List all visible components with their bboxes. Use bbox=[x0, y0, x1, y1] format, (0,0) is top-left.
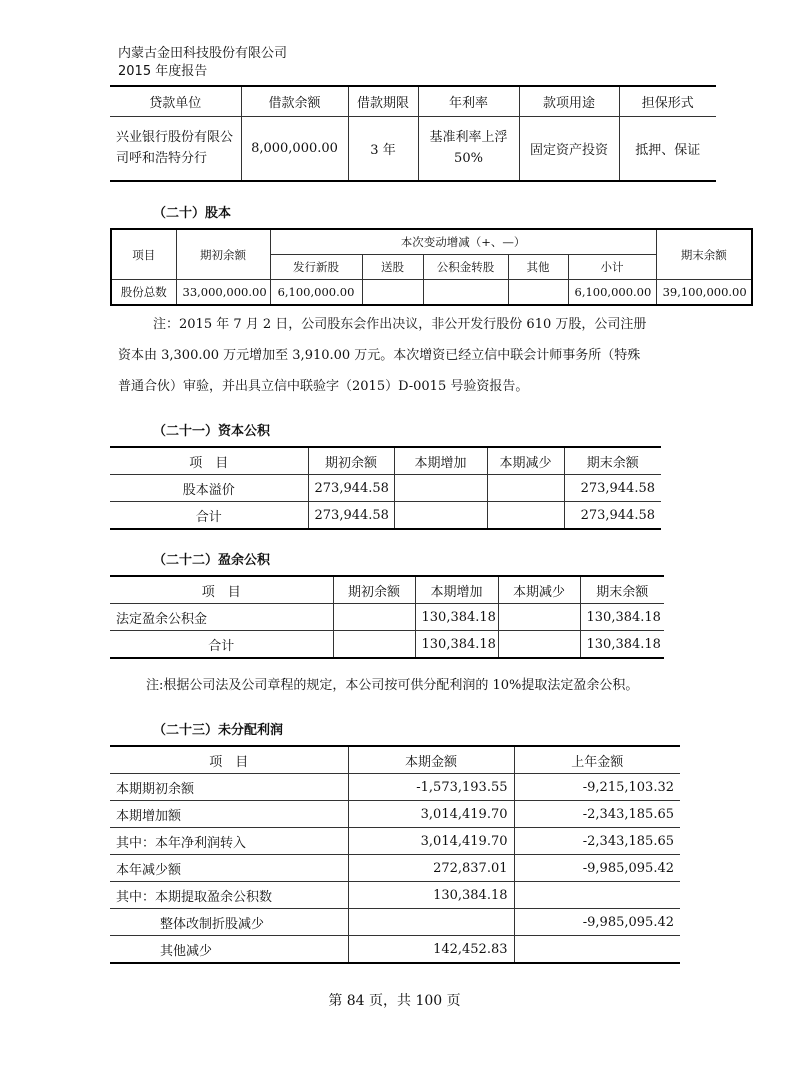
table-row bbox=[110, 828, 680, 855]
table-cell bbox=[423, 280, 508, 306]
report-title: 2015 年度报告 bbox=[118, 64, 208, 79]
rate-cell: 基准利率上浮 50% bbox=[418, 117, 519, 181]
table-cell: -9,985,095.42 bbox=[514, 909, 680, 936]
note-line: 注：2015 年 7 月 2 日，公司股东会作出决议，非公开发行股份 610 万股，公司注册 bbox=[153, 317, 647, 332]
lender-cell: 兴业银行股份有限公司呼和浩特分行 bbox=[110, 117, 241, 181]
table-cell: 130,384.18 bbox=[415, 631, 498, 659]
table-row bbox=[110, 631, 664, 659]
table-cell bbox=[394, 475, 487, 502]
table-row bbox=[110, 936, 680, 964]
header-cell: 本期减少 bbox=[487, 447, 564, 475]
capital-reserve-table bbox=[110, 446, 661, 530]
table-cell: 273,944.58 bbox=[308, 502, 394, 530]
table-cell: 股份总数 bbox=[111, 280, 176, 306]
table-cell bbox=[514, 882, 680, 909]
table-cell: 合计 bbox=[110, 502, 308, 530]
table-row bbox=[110, 855, 680, 882]
table-cell bbox=[508, 280, 568, 306]
table-cell: 130,384.18 bbox=[348, 882, 514, 909]
table-cell: -1,573,193.55 bbox=[348, 774, 514, 801]
table-header-row bbox=[110, 576, 664, 604]
table-cell bbox=[394, 502, 487, 530]
header-cell: 公积金转股 bbox=[423, 255, 508, 280]
section-title: （二十）股本 bbox=[153, 206, 232, 221]
header-cell: 发行新股 bbox=[270, 255, 362, 280]
table-cell: 本期期初余额 bbox=[110, 774, 348, 801]
table-cell: 273,944.58 bbox=[564, 502, 661, 530]
table-cell: 其他减少 bbox=[110, 936, 348, 964]
purpose-cell: 固定资产投资 bbox=[519, 117, 619, 181]
note-line: 资本由 3,300.00 万元增加至 3,910.00 万元。本次增资已经立信中联会计师事务所（特殊 bbox=[118, 348, 641, 363]
company-name: 内蒙古金田科技股份有限公司 bbox=[118, 46, 288, 61]
header-cell: 期初余额 bbox=[308, 447, 394, 475]
table-cell: 273,944.58 bbox=[308, 475, 394, 502]
table-cell: 合计 bbox=[110, 631, 333, 659]
header-cell: 期初余额 bbox=[333, 576, 415, 604]
table-cell: 33,000,000.00 bbox=[176, 280, 270, 306]
table-cell: 272,837.01 bbox=[348, 855, 514, 882]
table-row bbox=[111, 280, 752, 306]
header-cell: 项目 bbox=[111, 229, 176, 280]
header-cell: 送股 bbox=[362, 255, 423, 280]
page-number: 第 84 页，共 100 页 bbox=[328, 993, 461, 1009]
header-cell: 其他 bbox=[508, 255, 568, 280]
table-row bbox=[110, 801, 680, 828]
table-row bbox=[110, 882, 680, 909]
header-cell: 项 目 bbox=[110, 576, 333, 604]
table-row bbox=[110, 909, 680, 936]
section-title: （二十二）盈余公积 bbox=[153, 553, 271, 568]
header-cell: 本期金额 bbox=[348, 746, 514, 774]
guarantee-cell: 抵押、保证 bbox=[619, 117, 716, 181]
note-line: 注:根据公司法及公司章程的规定，本公司按可供分配利润的 10%提取法定盈余公积。 bbox=[146, 678, 639, 693]
table-cell bbox=[498, 631, 580, 659]
table-row bbox=[110, 604, 664, 631]
table-cell: 130,384.18 bbox=[580, 604, 664, 631]
header-cell: 借款余额 bbox=[241, 86, 348, 117]
table-cell: 3,014,419.70 bbox=[348, 801, 514, 828]
header-cell: 期末余额 bbox=[656, 229, 752, 280]
amount-cell: 8,000,000.00 bbox=[241, 117, 348, 181]
table-cell: 130,384.18 bbox=[580, 631, 664, 659]
note-line: 普通合伙）审验，并出具立信中联验字（2015）D-0015 号验资报告。 bbox=[118, 379, 529, 394]
header-cell: 年利率 bbox=[418, 86, 519, 117]
retained-earnings-table bbox=[110, 745, 680, 964]
table-cell bbox=[348, 909, 514, 936]
table-row bbox=[110, 774, 680, 801]
header-cell: 小计 bbox=[568, 255, 656, 280]
table-header-row bbox=[111, 229, 752, 255]
table-cell: 本期增加额 bbox=[110, 801, 348, 828]
table-cell: 273,944.58 bbox=[564, 475, 661, 502]
table-row bbox=[110, 475, 661, 502]
table-cell: 6,100,000.00 bbox=[568, 280, 656, 306]
header-cell: 借款期限 bbox=[348, 86, 418, 117]
header-cell: 本次变动增减（+、—） bbox=[270, 229, 656, 255]
header-cell: 本期增加 bbox=[394, 447, 487, 475]
header-cell: 上年金额 bbox=[514, 746, 680, 774]
table-cell: 130,384.18 bbox=[415, 604, 498, 631]
table-cell: 股本溢价 bbox=[110, 475, 308, 502]
table-cell: 法定盈余公积金 bbox=[110, 604, 333, 631]
header-cell: 期末余额 bbox=[564, 447, 661, 475]
table-cell: 6,100,000.00 bbox=[270, 280, 362, 306]
table-header-row bbox=[110, 746, 680, 774]
table-cell: 39,100,000.00 bbox=[656, 280, 752, 306]
table-cell: 其中：本年净利润转入 bbox=[110, 828, 348, 855]
table-row bbox=[110, 502, 661, 530]
table-cell bbox=[333, 604, 415, 631]
table-cell bbox=[362, 280, 423, 306]
table-cell: 整体改制折股减少 bbox=[110, 909, 348, 936]
table-cell: -9,215,103.32 bbox=[514, 774, 680, 801]
section-title: （二十一）资本公积 bbox=[153, 424, 271, 439]
table-cell: 3,014,419.70 bbox=[348, 828, 514, 855]
table-cell: 142,452.83 bbox=[348, 936, 514, 964]
header-cell: 贷款单位 bbox=[110, 86, 241, 117]
table-header-row bbox=[110, 447, 661, 475]
header-cell: 本期减少 bbox=[498, 576, 580, 604]
table-header-row bbox=[110, 86, 716, 117]
table-cell: -2,343,185.65 bbox=[514, 828, 680, 855]
table-cell: -2,343,185.65 bbox=[514, 801, 680, 828]
header-cell: 款项用途 bbox=[519, 86, 619, 117]
surplus-reserve-table bbox=[110, 575, 664, 659]
header-cell: 项 目 bbox=[110, 447, 308, 475]
table-cell bbox=[498, 604, 580, 631]
term-cell: 3 年 bbox=[348, 117, 418, 181]
table-cell bbox=[333, 631, 415, 659]
header-cell: 项 目 bbox=[110, 746, 348, 774]
table-cell: 其中：本期提取盈余公积数 bbox=[110, 882, 348, 909]
share-capital-table bbox=[110, 228, 753, 306]
table-cell bbox=[487, 502, 564, 530]
header-cell: 本期增加 bbox=[415, 576, 498, 604]
table-cell: 本年减少额 bbox=[110, 855, 348, 882]
table-cell: -9,985,095.42 bbox=[514, 855, 680, 882]
table-row bbox=[110, 117, 716, 181]
loan-table bbox=[110, 85, 716, 182]
header-cell: 担保形式 bbox=[619, 86, 716, 117]
table-cell bbox=[514, 936, 680, 964]
header-cell: 期末余额 bbox=[580, 576, 664, 604]
header-cell: 期初余额 bbox=[176, 229, 270, 280]
table-cell bbox=[487, 475, 564, 502]
section-title: （二十三）未分配利润 bbox=[153, 723, 284, 738]
